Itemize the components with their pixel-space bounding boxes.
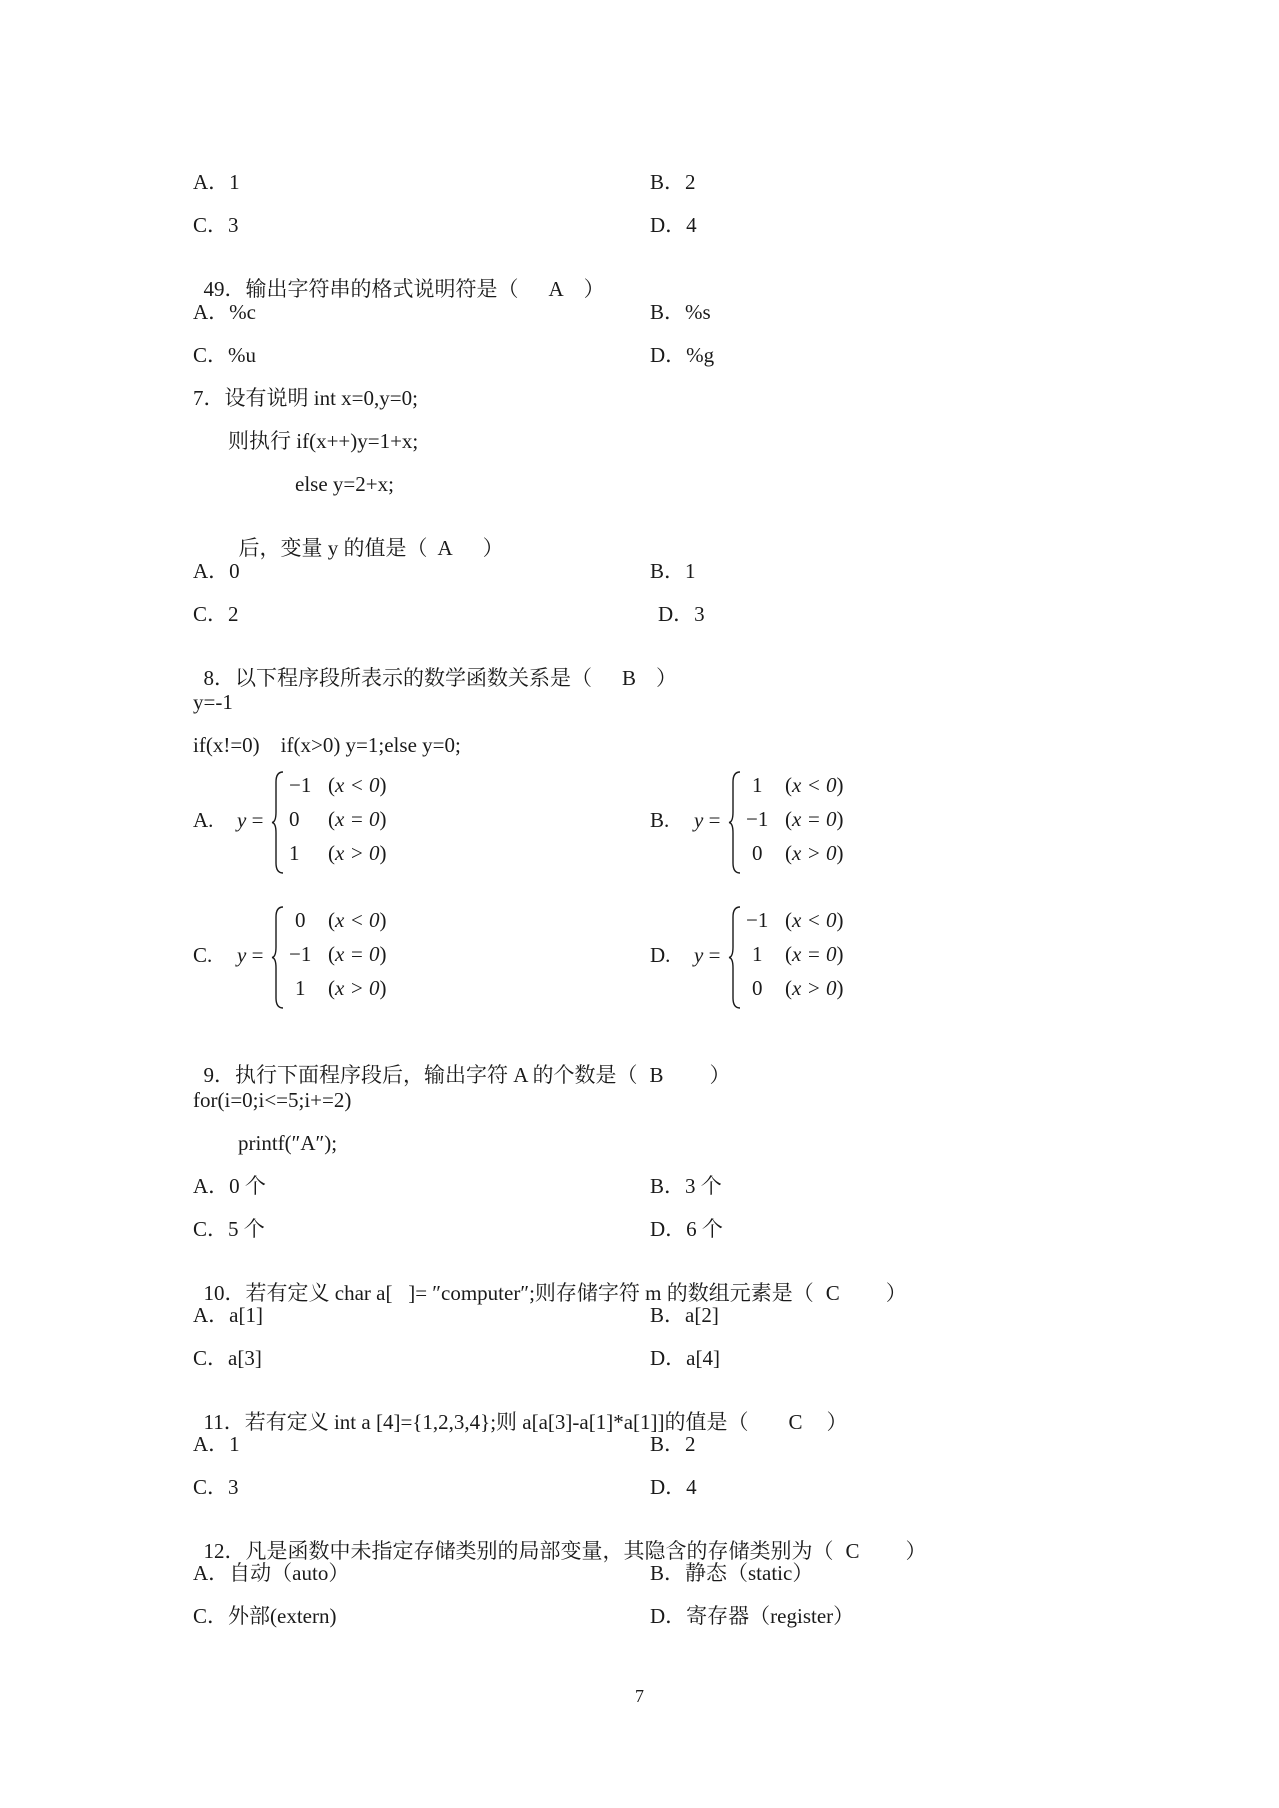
q8-option-c-cond-3: (x > 0) <box>328 976 387 1000</box>
q8-option-d-cond-2: (x = 0) <box>785 942 844 966</box>
q7-option-b: B．1 <box>650 559 696 583</box>
q9-stem <box>193 1044 731 1086</box>
q8-option-b-value-1: 1 <box>752 773 763 797</box>
q8-option-d-value-2: 1 <box>752 942 763 966</box>
q8-option-c-label: C. <box>193 943 213 967</box>
q49-stem-text: 49．输出字符串的格式说明符是（ <box>203 277 519 301</box>
brace-icon <box>271 770 285 875</box>
q9-code1: for(i=0;i<=5;i+=2) <box>193 1088 352 1112</box>
q11-option-d: D．4 <box>650 1475 697 1499</box>
q49-option-c: C．%u <box>193 343 256 367</box>
q7-option-d: D．3 <box>658 602 705 626</box>
q8-option-b-lhs: y = <box>694 808 721 832</box>
q49-answer: A <box>548 277 564 301</box>
q8-option-a-cond-3: (x > 0) <box>328 841 387 865</box>
q8-option-a-cond-1: (x < 0) <box>328 773 387 797</box>
cond-text: x > 0 <box>335 976 380 1000</box>
page-number: 7 <box>635 1686 644 1706</box>
q9-option-d: D．6 个 <box>650 1217 723 1241</box>
q9-option-c: C．5 个 <box>193 1217 265 1241</box>
q49-stem <box>193 258 605 300</box>
q8-option-b-cond-2: (x = 0) <box>785 807 844 831</box>
q12-answer: C <box>845 1539 860 1563</box>
q12-option-c: C．外部(extern) <box>193 1604 337 1628</box>
q8-option-d-lhs: y = <box>694 943 721 967</box>
q8-option-b-cond-1: (x < 0) <box>785 773 844 797</box>
q9-code2: printf(″A″); <box>238 1131 338 1155</box>
q8-option-c-cond-2: (x = 0) <box>328 942 387 966</box>
q8-option-a-value-3: 1 <box>289 841 300 865</box>
q48-option-c: C．3 <box>193 213 239 237</box>
cond-text: x < 0 <box>335 773 380 797</box>
q8-answer: B <box>622 666 637 690</box>
q8-option-b-label: B. <box>650 808 670 832</box>
q9-stem-text: 9．执行下面程序段后，输出字符 A 的个数是（ <box>203 1063 638 1087</box>
q12-option-d: D．寄存器（register） <box>650 1604 855 1628</box>
q49-option-d: D．%g <box>650 343 715 367</box>
q49-stem-close: ） <box>583 277 605 301</box>
cond-text: x > 0 <box>335 841 380 865</box>
q8-option-a-cond-2: (x = 0) <box>328 807 387 831</box>
q8-option-b-y: y <box>694 808 704 832</box>
q8-option-d <box>650 905 1010 1010</box>
q8-option-c-lhs: y = <box>237 943 264 967</box>
q11-answer: C <box>788 1410 803 1434</box>
q8-option-b <box>650 770 1010 875</box>
q7-line1: 7．设有说明 int x=0,y=0; <box>193 386 418 410</box>
q12-stem-text: 12．凡是函数中未指定存储类别的局部变量，其隐含的存储类别为（ <box>203 1539 834 1563</box>
q8-option-c <box>193 905 553 1010</box>
q7-option-c: C．2 <box>193 602 239 626</box>
cond-text: x = 0 <box>335 807 380 831</box>
q49-option-b: B．%s <box>650 300 711 324</box>
q9-option-b: B．3 个 <box>650 1174 722 1198</box>
q8-option-a-value-1: −1 <box>289 773 312 797</box>
q10-answer: C <box>825 1281 840 1305</box>
q8-option-c-value-3: 1 <box>295 976 306 1000</box>
brace-icon <box>271 905 285 1010</box>
q8-option-b-value-2: −1 <box>746 807 769 831</box>
brace-icon <box>728 770 742 875</box>
q49-option-a: A．%c <box>193 300 256 324</box>
q8-option-a-lhs: y = <box>237 808 264 832</box>
q8-option-c-value-1: 0 <box>295 908 306 932</box>
q12-stem-close: ） <box>905 1539 927 1563</box>
q8-option-d-label: D. <box>650 943 671 967</box>
q8-option-a-value-2: 0 <box>289 807 300 831</box>
cond-text: x < 0 <box>335 908 380 932</box>
q48-option-d: D．4 <box>650 213 697 237</box>
q8-stem <box>193 647 677 689</box>
q11-stem-close: ） <box>826 1410 848 1434</box>
q48-option-a: A．1 <box>193 170 240 194</box>
q8-option-d-value-1: −1 <box>746 908 769 932</box>
q8-option-c-value-2: −1 <box>289 942 312 966</box>
q8-option-d-cond-1: (x < 0) <box>785 908 844 932</box>
q11-option-b: B．2 <box>650 1432 696 1456</box>
q8-stem-close: ） <box>656 666 678 690</box>
brace-icon <box>728 905 742 1010</box>
q8-option-c-y: y <box>237 943 247 967</box>
cond-text: x < 0 <box>792 773 837 797</box>
q8-option-c-cond-1: (x < 0) <box>328 908 387 932</box>
cond-text: x < 0 <box>792 908 837 932</box>
q8-option-d-cond-3: (x > 0) <box>785 976 844 1000</box>
q8-stem-text: 8．以下程序段所表示的数学函数关系是（ <box>203 666 592 690</box>
q8-option-a-label: A. <box>193 808 214 832</box>
cond-text: x = 0 <box>335 942 380 966</box>
q11-option-a: A．1 <box>193 1432 240 1456</box>
q10-stem-close: ） <box>885 1281 907 1305</box>
q48-option-b: B．2 <box>650 170 696 194</box>
q8-code1: y=-1 <box>193 690 233 714</box>
q12-option-b: B．静态（static） <box>650 1561 814 1585</box>
q8-option-a <box>193 770 553 875</box>
q12-option-a: A．自动（auto） <box>193 1561 350 1585</box>
q7-answer: A <box>437 536 453 560</box>
q9-answer: B <box>649 1063 664 1087</box>
q7-stem-close: ） <box>482 536 504 560</box>
q7-stem-text: 后，变量 y 的值是（ <box>238 536 428 560</box>
q7-line2: 则执行 if(x++)y=1+x; <box>228 429 419 453</box>
q11-stem <box>193 1391 848 1433</box>
q10-stem-text: 10．若有定义 char a[ ]= ″computer″;则存储字符 m 的数组元素是（ <box>203 1281 814 1305</box>
q9-option-a: A．0 个 <box>193 1174 266 1198</box>
q10-option-a: A．a[1] <box>193 1303 263 1327</box>
q9-stem-close: ） <box>709 1063 731 1087</box>
cond-text: x = 0 <box>792 942 837 966</box>
q10-stem <box>193 1262 907 1304</box>
q7-line3: else y=2+x; <box>295 472 394 496</box>
q7-stem <box>228 517 504 559</box>
q10-option-b: B．a[2] <box>650 1303 719 1327</box>
q11-stem-text: 11．若有定义 int a [4]={1,2,3,4};则 a[a[3]-a[1]*a[1]]的值是（ <box>203 1410 749 1434</box>
q8-option-b-value-3: 0 <box>752 841 763 865</box>
q11-option-c: C．3 <box>193 1475 239 1499</box>
q8-option-d-value-3: 0 <box>752 976 763 1000</box>
cond-text: x > 0 <box>792 976 837 1000</box>
cond-text: x = 0 <box>792 807 837 831</box>
q8-option-d-y: y <box>694 943 704 967</box>
q10-option-c: C．a[3] <box>193 1346 262 1370</box>
q7-option-a: A．0 <box>193 559 240 583</box>
q8-option-a-y: y <box>237 808 247 832</box>
q8-code2: if(x!=0) if(x>0) y=1;else y=0; <box>193 733 461 757</box>
q12-stem <box>193 1520 927 1562</box>
q10-option-d: D．a[4] <box>650 1346 720 1370</box>
q8-option-b-cond-3: (x > 0) <box>785 841 844 865</box>
cond-text: x > 0 <box>792 841 837 865</box>
